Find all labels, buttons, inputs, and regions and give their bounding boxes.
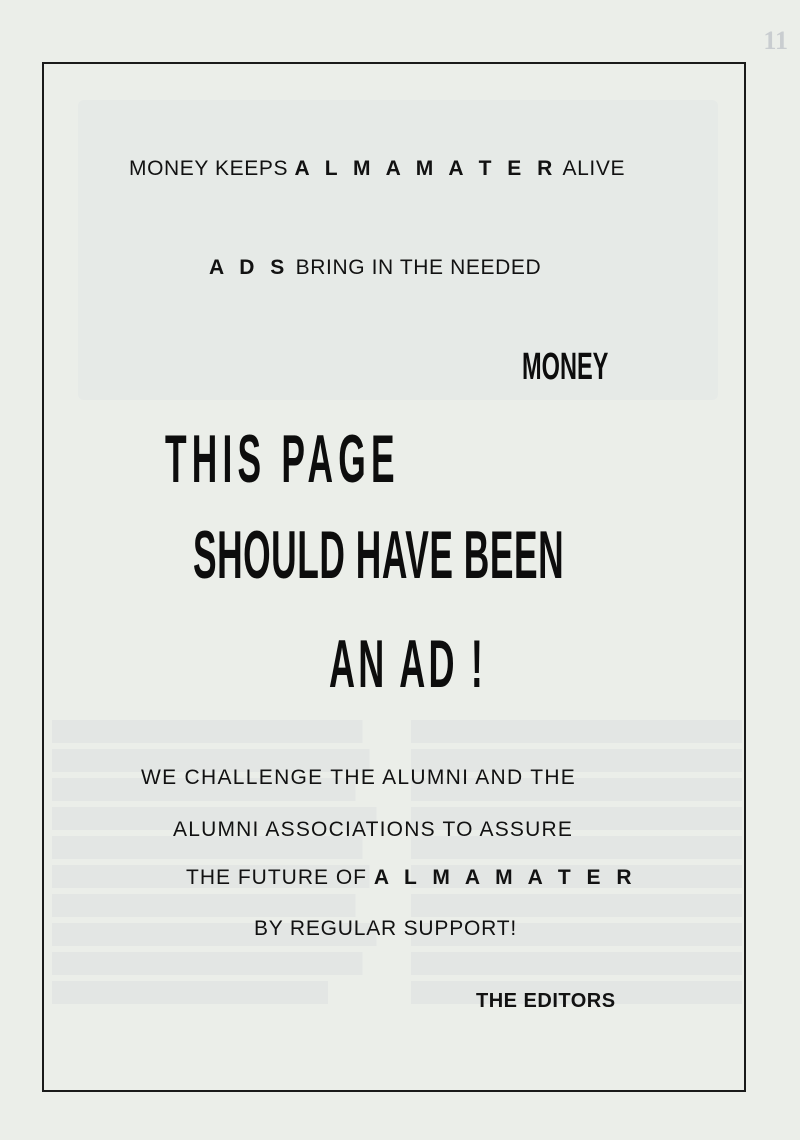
challenge3-pre: THE FUTURE OF xyxy=(186,866,374,889)
signature-the-editors: THE EDITORS xyxy=(476,990,616,1012)
challenge3-alma-mater: A L M A M A T E R xyxy=(373,866,637,889)
line-money-keeps xyxy=(129,157,625,181)
money-word: MONEY xyxy=(522,346,609,388)
line2-post: BRING IN THE NEEDED xyxy=(289,256,542,279)
headline-this-page: THIS PAGE xyxy=(165,421,400,497)
headline-an-ad: AN AD ! xyxy=(329,626,487,702)
line2-ads: A D S xyxy=(209,256,290,279)
line1-alma-mater: A L M A M A T E R xyxy=(294,157,558,180)
challenge-line-3 xyxy=(186,866,637,890)
challenge-line-1: WE CHALLENGE THE ALUMNI AND THE xyxy=(141,766,577,789)
line-ads-bring xyxy=(209,256,541,280)
line1-post: ALIVE xyxy=(557,157,626,180)
challenge-line-4: BY REGULAR SUPPORT! xyxy=(254,917,517,940)
challenge-line-2: ALUMNI ASSOCIATIONS TO ASSURE xyxy=(173,818,574,841)
headline-should-have-been: SHOULD HAVE BEEN xyxy=(193,517,565,593)
bleed-through-page-number: 11 xyxy=(763,26,788,55)
line1-pre: MONEY KEEPS xyxy=(129,157,295,180)
